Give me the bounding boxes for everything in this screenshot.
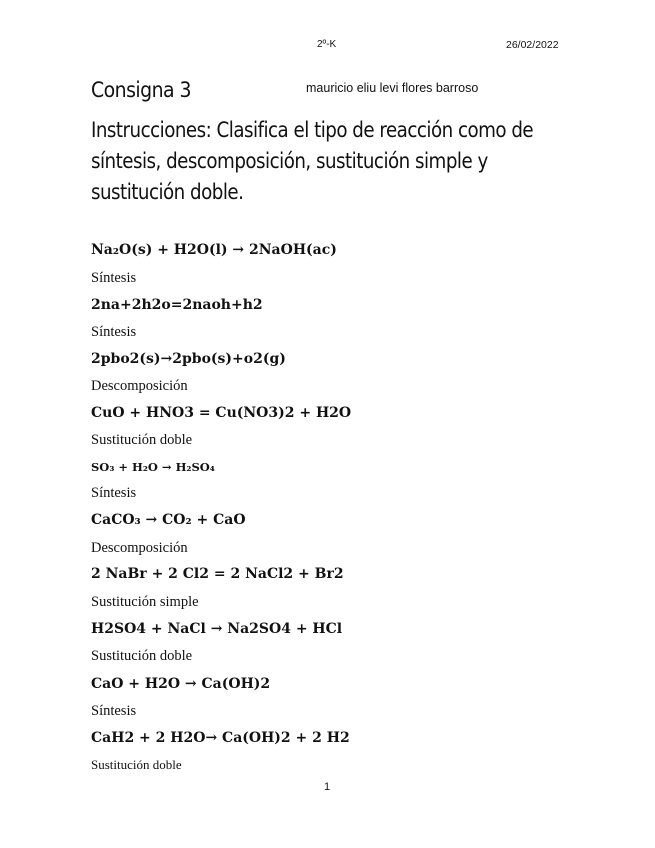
reaction-equation: SO₃ + H₂O → H₂SO₄ <box>91 460 215 474</box>
reaction-type: Descomposición <box>91 540 188 556</box>
header-group: 2º-K <box>317 39 337 50</box>
reaction-type: Sustitución simple <box>91 594 199 610</box>
reaction-equation: Na₂O(s) + H2O(l) → 2NaOH(ac) <box>91 242 337 258</box>
reaction-type: Sustitución doble <box>91 432 193 448</box>
reaction-equation: CaCO₃ → CO₂ + CaO <box>91 512 246 528</box>
reaction-equation: H2SO4 + NaCl → Na2SO4 + HCl <box>91 621 343 637</box>
author-name: mauricio eliu levi flores barroso <box>306 81 479 95</box>
instructions-line: sustitución doble. <box>91 180 244 204</box>
instructions-line: síntesis, descomposición, sustitución simple y <box>91 149 488 173</box>
reaction-equation: CaO + H2O → Ca(OH)2 <box>91 676 271 692</box>
instructions-line: Instrucciones: Clasifica el tipo de reacción como de <box>91 118 534 142</box>
reaction-type: Síntesis <box>91 703 137 719</box>
page-title: Consigna 3 <box>91 78 192 102</box>
reaction-equation: 2na+2h2o=2naoh+h2 <box>91 297 263 313</box>
reaction-type: Síntesis <box>91 270 137 286</box>
reaction-equation: 2 NaBr + 2 Cl2 = 2 NaCl2 + Br2 <box>91 566 344 582</box>
reaction-equation: 2pbo2(s)→2pbo(s)+o2(g) <box>91 351 286 367</box>
header-date: 26/02/2022 <box>506 39 559 51</box>
reaction-type: Descomposición <box>91 378 188 394</box>
reaction-type: Síntesis <box>91 485 137 501</box>
reaction-type: Sustitución doble <box>91 648 193 664</box>
reaction-equation: CuO + HNO3 = Cu(NO3)2 + H2O <box>91 405 352 421</box>
page-number: 1 <box>324 781 331 793</box>
reaction-type: Síntesis <box>91 324 137 340</box>
instructions-paragraph <box>91 115 561 208</box>
reaction-equation: CaH2 + 2 H2O→ Ca(OH)2 + 2 H2 <box>91 730 350 746</box>
reaction-type: Sustitución doble <box>91 757 182 772</box>
